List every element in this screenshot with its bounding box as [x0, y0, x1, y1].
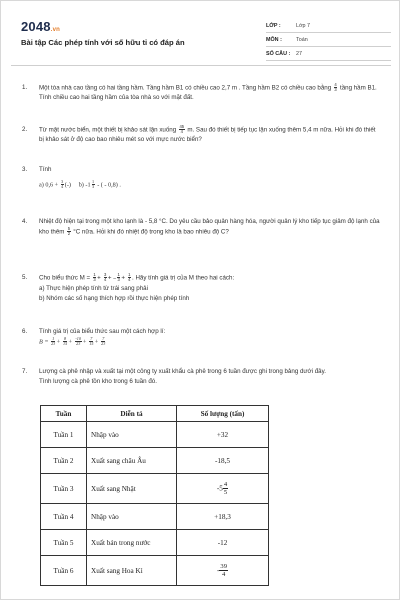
question-text: Tính giá trị của biểu thức sau một cách hợp lí:: [39, 328, 166, 335]
fraction: [223, 481, 228, 497]
cell-week: Tuần 5: [41, 530, 87, 556]
table-row: [41, 504, 269, 530]
fraction-numerator: 4: [223, 480, 228, 488]
question-option-b: b) Nhóm các số hạng thích hợp rồi thực hiện phép tính: [39, 294, 190, 302]
question-subtext: Tình lượng cà phê tồn kho trong 6 tuần đó.: [39, 377, 157, 385]
table-row: [41, 556, 269, 586]
expression-line: a) 0,6 + $\frac{3}{4}$ (-) b) -1 $\frac{1}{3}$ - ( - 0,8) .: [39, 178, 121, 189]
question-text: Tính: [39, 166, 52, 173]
fraction-denominator: 3: [92, 184, 95, 189]
cell-qty: [177, 474, 269, 504]
question-text: Một tòa nhà cao tầng có hai tầng hầm. Tầng hầm B1 có chiều cao 2,7 m . Tầng hầm B2 có chiều cao bằng: [39, 84, 332, 92]
question-5: [22, 273, 382, 303]
fraction: $\frac{1}{3}$: [93, 272, 96, 283]
cell-week: Tuần 6: [41, 556, 87, 586]
question-text: Cho biểu thức M =: [39, 274, 91, 282]
question-2: [22, 125, 382, 145]
cell-desc: Nhập vào: [87, 504, 177, 530]
question-number: 4.: [22, 218, 28, 225]
expression-label: B =: [39, 337, 49, 345]
fraction: $\frac{8}{15}$: [62, 335, 68, 346]
meta-panel: [266, 19, 391, 61]
meta-row-count: [266, 47, 391, 61]
meta-label: MÔN :: [266, 36, 282, 43]
fraction: [334, 83, 337, 93]
fraction-numerator: 45: [179, 124, 185, 129]
fraction: [219, 563, 228, 579]
question-number: 7.: [22, 368, 28, 375]
fraction-numerator: 39: [220, 562, 227, 570]
coffee-table: [40, 405, 269, 586]
cell-qty: +32: [177, 422, 269, 448]
fraction-denominator: 4: [61, 184, 64, 189]
fraction: $\frac{3}{4}$: [104, 272, 107, 283]
question-body: [39, 327, 382, 347]
question-body: [39, 217, 382, 237]
logo-main-text: 2048: [21, 19, 51, 34]
question-text-continued: . Hãy tính giá trị của M theo hai cách:: [132, 274, 235, 282]
fraction-denominator: 3: [334, 87, 337, 93]
qty-prefix: -5: [216, 484, 223, 493]
question-1: [22, 83, 382, 103]
cell-week: Tuần 1: [41, 422, 87, 448]
expression-part-b: (-: [64, 180, 69, 188]
table-header-week: Tuần: [41, 406, 87, 422]
fraction: [179, 125, 185, 135]
fraction: $\frac{1}{3}$: [117, 272, 120, 283]
meta-row-class: [266, 19, 391, 33]
expression-part-d: - ( - 0,8) .: [97, 180, 121, 188]
cell-desc: Nhập vào: [87, 422, 177, 448]
question-text: Nhiệt độ hiện tại trong một kho lạnh là - 5,8 °C. Do yêu cầu bảo quản hàng hóa, người quản lý kho tiếp tục giảm độ lạnh của kho thêm: [39, 218, 380, 236]
question-text: Từ mặt nước biển, một thiết bị khảo sát lặn xuống: [39, 126, 177, 134]
question-text-continued: °C nữa. Hỏi khi đó nhiệt độ trong kho là bao nhiêu độ C?: [73, 228, 229, 236]
question-number: 5.: [22, 274, 28, 281]
expression-line: B = $\frac{1}{23}$ + $\frac{8}{15}$ + $\frac{-10}{23}$ + $\frac{7}{15}$ + $\frac{7}{23}$: [39, 335, 106, 346]
question-body: [39, 165, 382, 190]
question-6: [22, 327, 382, 347]
table-row: [41, 530, 269, 556]
table-header-desc: Diễn tả: [87, 406, 177, 422]
expression-part-c: b) -1: [78, 180, 91, 188]
question-7: [22, 367, 382, 386]
table-row: [41, 448, 269, 474]
fraction-denominator: 2: [67, 231, 71, 236]
question-number: 2.: [22, 126, 28, 133]
meta-value: Toán: [296, 36, 308, 43]
meta-value: Lớp 7: [296, 22, 311, 29]
table-row: [41, 422, 269, 448]
cell-week: Tuần 3: [41, 474, 87, 504]
fraction: $\frac{7}{23}$: [101, 335, 106, 346]
question-number: 6.: [22, 328, 28, 335]
cell-qty: [177, 556, 269, 586]
fraction: [92, 180, 95, 190]
question-body: [39, 125, 382, 145]
cell-desc: Xuất sang Hoa Kì: [87, 556, 177, 586]
fraction-numerator: 1: [92, 178, 95, 184]
fraction-denominator: 4: [180, 129, 183, 135]
meta-value: 27: [296, 50, 302, 57]
fraction: [67, 227, 70, 237]
meta-label: LỚP :: [266, 22, 281, 29]
fraction-numerator: 5: [67, 225, 71, 231]
question-text-continued: tầng hầm B1. Tính chiều cao hai tầng hầm của tòa nhà so với mặt đất.: [39, 84, 377, 102]
logo-suffix-text: .vn: [50, 27, 61, 33]
table-header-row: [41, 406, 269, 422]
question-4: [22, 217, 382, 237]
question-number: 3.: [22, 166, 28, 173]
cell-week: Tuần 2: [41, 448, 87, 474]
cell-week: Tuần 4: [41, 504, 87, 530]
expression-part-a: a) 0,6 +: [39, 180, 59, 188]
question-text: Lượng cà phê nhập và xuất tại một công ty xuất khẩu cà phê trong 6 tuần được ghi trong bảng dưới đây.: [39, 368, 326, 375]
cell-qty: -18,5: [177, 448, 269, 474]
question-body: [39, 273, 382, 303]
meta-label: SỐ CÂU :: [266, 50, 291, 57]
document-title: Bài tập Các phép tính với số hữu tỉ có đáp án: [21, 38, 185, 47]
cell-qty: -12: [177, 530, 269, 556]
table-row: [41, 474, 269, 504]
question-3: [22, 165, 382, 190]
question-option-a: a) Thực hiện phép tính từ trái sang phải: [39, 285, 148, 293]
question-text-continued: m. Sau đó thiết bị tiếp tục lặn xuống thêm 5,4 m nữa. Hỏi khi đó thiết bị khảo sát ở độ cao bao nhiêu mét so với mực nước biển?: [39, 126, 376, 144]
fraction-denominator: 4: [222, 571, 226, 578]
fraction-denominator: 5: [223, 489, 228, 496]
meta-row-subject: [266, 33, 391, 47]
fraction: $\frac{1}{23}$: [51, 335, 56, 346]
fraction-numerator: 4: [334, 82, 337, 87]
fraction-numerator: 3: [61, 178, 64, 184]
cell-desc: Xuất bán trong nước: [87, 530, 177, 556]
fraction: $\frac{7}{15}$: [89, 335, 94, 346]
table-header-qty: Số lượng (tấn): [177, 406, 269, 422]
fraction: [61, 180, 64, 190]
cell-qty: +18,3: [177, 504, 269, 530]
header-divider: [11, 65, 391, 66]
qty-prefix: -: [217, 566, 220, 575]
cell-desc: Xuất sang châu Âu: [87, 448, 177, 474]
cell-desc: Xuất sang Nhật: [87, 474, 177, 504]
site-logo[interactable]: [21, 19, 60, 34]
question-body: [39, 367, 382, 386]
question-body: [39, 83, 382, 103]
question-stem: Cho biểu thức M = $\frac{1}{3}$ + $\frac{3}{4}$ + – $\frac{1}{3}$ + $\frac{1}{4}$ . Hãy tính giá trị của M theo hai cách:: [39, 272, 235, 283]
fraction: $\frac{1}{4}$: [128, 272, 131, 283]
document-header: [11, 9, 391, 65]
question-number: 1.: [22, 84, 28, 91]
fraction: $\frac{-10}{23}$: [75, 335, 81, 346]
